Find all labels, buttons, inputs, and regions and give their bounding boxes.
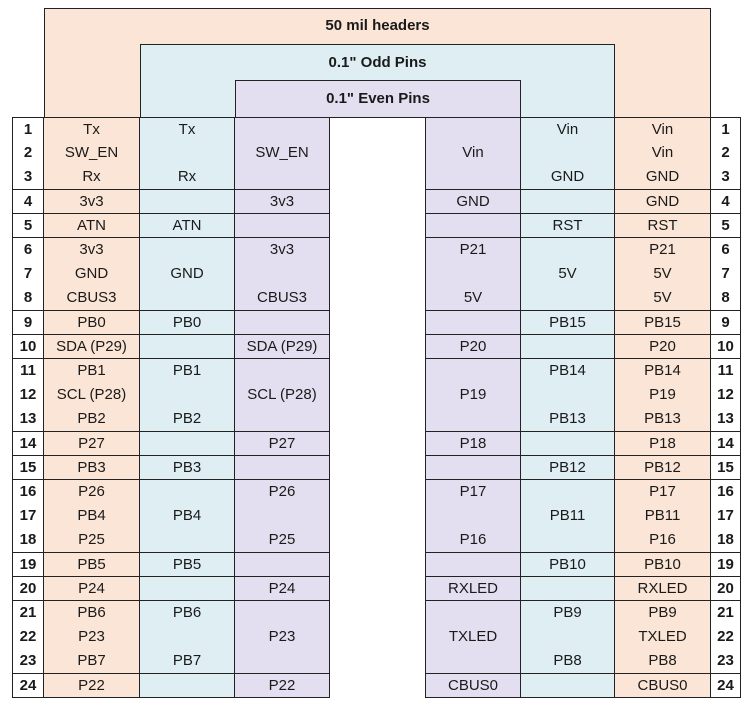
right-even-pin [425,165,521,190]
left-50mil-pin: PB1 [44,359,140,384]
right-50mil-pin: P19 [615,383,711,408]
right-even-pin [425,649,521,674]
pin-number-left: 13 [12,407,44,432]
left-50mil-pin: P25 [44,528,140,553]
left-odd-pin [140,238,235,263]
left-odd-pin [140,432,235,457]
left-odd-pin [140,335,235,360]
pin-number-left: 4 [12,190,44,215]
left-even-pin: CBUS3 [235,286,330,311]
header-even-title: 0.1" Even Pins [326,90,430,107]
right-50mil-pin: CBUS0 [615,674,711,699]
left-odd-pin: ATN [140,214,235,239]
right-even-pin: TXLED [425,625,521,650]
pin-number-left: 21 [12,601,44,626]
left-odd-pin: PB5 [140,553,235,578]
left-even-pin: P26 [235,480,330,505]
left-50mil-pin: P24 [44,577,140,602]
pin-number-right: 18 [711,528,741,553]
pin-number-left: 14 [12,432,44,457]
pin-number-right: 21 [711,601,741,626]
pin-number-right: 10 [711,335,741,360]
left-odd-pin: PB3 [140,456,235,481]
right-odd-pin: PB9 [521,601,615,626]
pin-number-right: 19 [711,553,741,578]
right-even-pin: P20 [425,335,521,360]
table-row [12,190,741,214]
left-50mil-pin: PB3 [44,456,140,481]
left-even-pin: P24 [235,577,330,602]
table-row [12,262,741,286]
left-odd-pin: PB1 [140,359,235,384]
left-50mil-pin: PB4 [44,504,140,529]
right-50mil-pin: P20 [615,335,711,360]
left-50mil-pin: 3v3 [44,238,140,263]
table-row [12,504,741,528]
right-odd-pin [521,335,615,360]
left-even-pin [235,165,330,190]
left-even-pin: P22 [235,674,330,699]
left-50mil-pin: CBUS3 [44,286,140,311]
right-odd-pin: RST [521,214,615,239]
right-50mil-pin: P18 [615,432,711,457]
right-even-pin [425,407,521,432]
pin-number-left: 23 [12,649,44,674]
left-odd-pin [140,286,235,311]
pin-number-left: 5 [12,214,44,239]
right-even-pin: GND [425,190,521,215]
pin-number-right: 9 [711,311,741,336]
right-odd-pin: 5V [521,262,615,287]
table-row [12,238,741,262]
left-50mil-pin: SDA (P29) [44,335,140,360]
left-50mil-pin: GND [44,262,140,287]
left-even-pin [235,214,330,239]
right-odd-pin: PB8 [521,649,615,674]
table-row [12,577,741,601]
right-odd-pin: PB14 [521,359,615,384]
table-row [12,141,741,165]
pin-number-right: 15 [711,456,741,481]
left-50mil-pin: 3v3 [44,190,140,215]
table-row [12,407,741,431]
left-50mil-pin: Rx [44,165,140,190]
right-even-pin [425,359,521,384]
right-odd-pin [521,674,615,699]
right-odd-pin: PB12 [521,456,615,481]
left-even-pin [235,504,330,529]
table-row [12,601,741,625]
pin-number-right: 16 [711,480,741,505]
left-odd-pin: Rx [140,165,235,190]
pin-number-left: 19 [12,553,44,578]
pin-number-right: 11 [711,359,741,384]
left-even-pin [235,456,330,481]
left-50mil-pin: P26 [44,480,140,505]
pin-number-left: 11 [12,359,44,384]
right-odd-pin [521,432,615,457]
left-even-pin: SCL (P28) [235,383,330,408]
right-odd-pin: GND [521,165,615,190]
left-even-pin [235,262,330,287]
right-50mil-pin: PB15 [615,311,711,336]
pin-number-right: 14 [711,432,741,457]
table-row [12,528,741,552]
pin-number-right: 7 [711,262,741,287]
pin-number-right: 4 [711,190,741,215]
header-50mil-title: 50 mil headers [325,17,430,34]
pin-number-left: 20 [12,577,44,602]
table-row [12,553,741,577]
left-50mil-pin: SCL (P28) [44,383,140,408]
right-odd-pin [521,286,615,311]
right-even-pin [425,262,521,287]
pin-number-right: 20 [711,577,741,602]
right-odd-pin [521,238,615,263]
right-50mil-pin: P17 [615,480,711,505]
left-even-pin [235,407,330,432]
left-even-pin [235,649,330,674]
left-even-pin [235,359,330,384]
right-50mil-pin: PB14 [615,359,711,384]
pin-number-left: 15 [12,456,44,481]
right-odd-pin: Vin [521,117,615,142]
right-even-pin: CBUS0 [425,674,521,699]
table-row [12,335,741,359]
pin-number-right: 1 [711,117,741,142]
right-even-pin: P17 [425,480,521,505]
table-row [12,117,741,141]
left-50mil-pin: ATN [44,214,140,239]
left-even-pin [235,117,330,142]
left-odd-pin [140,480,235,505]
right-even-pin: P21 [425,238,521,263]
right-even-pin: P19 [425,383,521,408]
pin-number-right: 2 [711,141,741,166]
left-odd-pin [140,674,235,699]
right-50mil-pin: GND [615,165,711,190]
table-row [12,286,741,310]
pin-number-left: 22 [12,625,44,650]
right-odd-pin [521,480,615,505]
pin-number-right: 6 [711,238,741,263]
right-even-pin: P18 [425,432,521,457]
right-50mil-pin: RXLED [615,577,711,602]
right-50mil-pin: PB12 [615,456,711,481]
right-odd-pin: PB15 [521,311,615,336]
left-odd-pin [140,528,235,553]
table-row [12,456,741,480]
table-row [12,165,741,189]
right-even-pin [425,456,521,481]
left-even-pin [235,601,330,626]
right-even-pin: P16 [425,528,521,553]
table-row [12,214,741,238]
right-50mil-pin: P16 [615,528,711,553]
right-odd-pin: PB13 [521,407,615,432]
table-row [12,432,741,456]
left-even-pin: SW_EN [235,141,330,166]
right-50mil-pin: PB10 [615,553,711,578]
right-even-pin: RXLED [425,577,521,602]
right-even-pin: Vin [425,141,521,166]
left-even-pin [235,311,330,336]
left-even-pin: P27 [235,432,330,457]
pin-number-left: 16 [12,480,44,505]
header-even-band [235,80,521,118]
pin-number-left: 10 [12,335,44,360]
pin-number-left: 8 [12,286,44,311]
left-odd-pin: GND [140,262,235,287]
left-odd-pin [140,190,235,215]
pin-number-left: 17 [12,504,44,529]
right-even-pin [425,214,521,239]
right-even-pin [425,117,521,142]
left-odd-pin [140,141,235,166]
left-even-pin [235,553,330,578]
left-odd-pin: PB4 [140,504,235,529]
left-50mil-pin: P22 [44,674,140,699]
right-even-pin [425,553,521,578]
left-odd-pin: PB0 [140,311,235,336]
left-odd-pin: Tx [140,117,235,142]
table-row [12,359,741,383]
pin-number-left: 6 [12,238,44,263]
pin-number-left: 24 [12,674,44,699]
table-row [12,674,741,698]
pin-number-left: 12 [12,383,44,408]
pin-number-left: 18 [12,528,44,553]
table-row [12,311,741,335]
left-odd-pin [140,383,235,408]
pin-number-right: 8 [711,286,741,311]
right-odd-pin: PB10 [521,553,615,578]
left-50mil-pin: Tx [44,117,140,142]
right-50mil-pin: PB8 [615,649,711,674]
left-50mil-pin: PB2 [44,407,140,432]
left-even-pin: SDA (P29) [235,335,330,360]
left-50mil-pin: PB5 [44,553,140,578]
pin-number-left: 9 [12,311,44,336]
right-50mil-pin: TXLED [615,625,711,650]
right-50mil-pin: PB9 [615,601,711,626]
right-50mil-pin: PB13 [615,407,711,432]
pin-number-right: 3 [711,165,741,190]
right-odd-pin: PB11 [521,504,615,529]
left-50mil-pin: PB6 [44,601,140,626]
right-50mil-pin: Vin [615,117,711,142]
right-even-pin [425,601,521,626]
left-even-pin: P23 [235,625,330,650]
table-row [12,383,741,407]
left-50mil-pin: PB0 [44,311,140,336]
left-even-pin: P25 [235,528,330,553]
pin-number-right: 12 [711,383,741,408]
right-odd-pin [521,190,615,215]
left-50mil-pin: PB7 [44,649,140,674]
pin-number-left: 7 [12,262,44,287]
pin-number-right: 5 [711,214,741,239]
right-50mil-pin: RST [615,214,711,239]
right-50mil-pin: 5V [615,286,711,311]
left-even-pin: 3v3 [235,190,330,215]
table-row [12,649,741,673]
right-odd-pin [521,141,615,166]
table-row [12,625,741,649]
left-odd-pin: PB2 [140,407,235,432]
right-even-pin [425,311,521,336]
left-odd-pin [140,625,235,650]
pin-number-right: 23 [711,649,741,674]
header-odd-title: 0.1" Odd Pins [328,54,427,71]
pin-number-left: 3 [12,165,44,190]
left-odd-pin: PB6 [140,601,235,626]
left-50mil-pin: SW_EN [44,141,140,166]
table-row [12,480,741,504]
left-50mil-pin: P23 [44,625,140,650]
right-50mil-pin: P21 [615,238,711,263]
right-odd-pin [521,383,615,408]
left-50mil-pin: P27 [44,432,140,457]
right-odd-pin [521,528,615,553]
right-50mil-pin: PB11 [615,504,711,529]
right-even-pin: 5V [425,286,521,311]
right-50mil-pin: GND [615,190,711,215]
left-odd-pin: PB7 [140,649,235,674]
left-odd-pin [140,577,235,602]
pin-number-right: 17 [711,504,741,529]
right-even-pin [425,504,521,529]
right-odd-pin [521,577,615,602]
left-even-pin: 3v3 [235,238,330,263]
right-50mil-pin: 5V [615,262,711,287]
pin-number-right: 13 [711,407,741,432]
pin-number-right: 22 [711,625,741,650]
right-50mil-pin: Vin [615,141,711,166]
pin-number-left: 2 [12,141,44,166]
pin-number-right: 24 [711,674,741,699]
right-odd-pin [521,625,615,650]
pin-number-left: 1 [12,117,44,142]
